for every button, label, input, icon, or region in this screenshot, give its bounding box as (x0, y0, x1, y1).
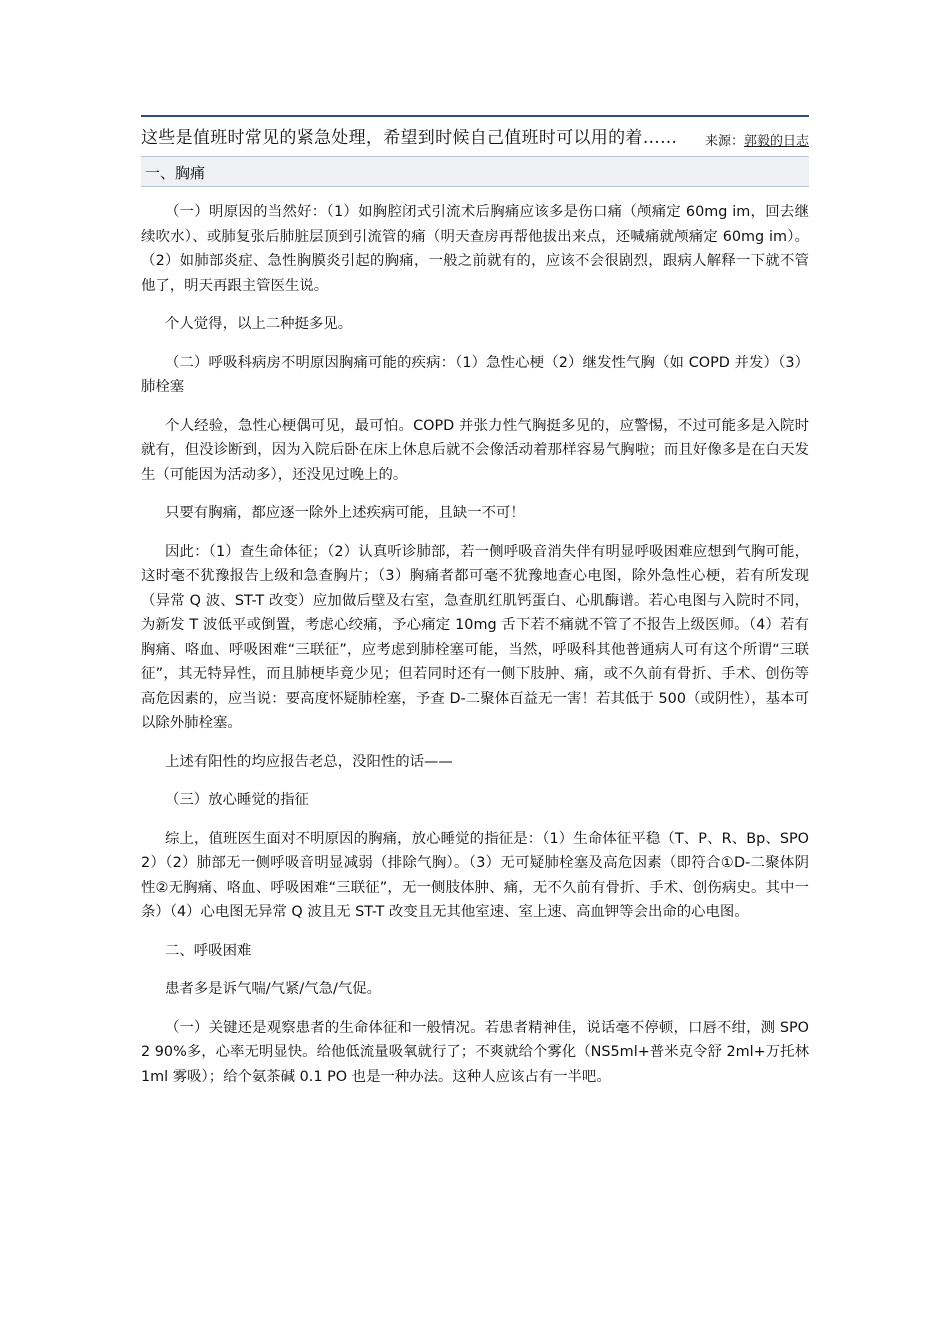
paragraph: （一）关键还是观察患者的生命体征和一般情况。若患者精神佳，说话毫不停顿，口唇不绀，测 SPO2 90%多，心率无明显快。给他低流量吸氧就行了；不爽就给个雾化（NS5ml+普米克令舒 2ml+万托林 1ml 雾吸）；给个氨茶碱 0.1 PO 也是一种办法。这种人应该占有一半吧。 (141, 1019, 809, 1085)
paragraph: 综上，值班医生面对不明原因的胸痛，放心睡觉的指征是：（1）生命体征平稳（T、P、R、Bp、SPO2）（2）肺部无一侧呼吸音明显减弱（排除气胸）。（3）无可疑肺栓塞及高危因素（即符合①D-二聚体阴性②无胸痛、咯血、呼吸困难“三联征”，无一侧肢体肿、痛，无不久前有骨折、手术、创伤病史。其中一条）（4）心电图无异常 Q 波且无 ST-T 改变且无其他室速、室上速、高血钾等会出命的心电图。 (141, 830, 809, 920)
article-intro: 这些是值班时常见的紧急处理，希望到时候自己值班时可以用的着…… (141, 128, 678, 148)
paragraph: （三）放心睡觉的指征 (165, 792, 309, 808)
source-link[interactable]: 郭毅的日志 (743, 134, 809, 149)
paragraph: （一）明原因的当然好：（1）如胸腔闭式引流术后胸痛应该多是伤口痛（颅痛定 60mg im，回去继续吹水）、或肺复张后肺脏层顶到引流管的痛（明天查房再帮他拔出来点，还喊痛就颅痛定 60mg im）。（2）如肺部炎症、急性胸膜炎引起的胸痛，一般之前就有的，应该不会很剧烈，跟病人解释一下就不管他了，明天再跟主管医生说。 (141, 204, 809, 294)
paragraph: 个人觉得，以上二种挺多见。 (165, 316, 353, 332)
source-label: 来源： (704, 134, 744, 149)
article-body (141, 200, 809, 1103)
section-title: 一、胸痛 (145, 164, 206, 182)
paragraph: （二）呼吸科病房不明原因胸痛可能的疾病：（1）急性心梗（2）继发性气胸（如 COPD 并发）（3）肺栓塞 (141, 354, 809, 395)
paragraph: 上述有阳性的均应报告老总，没阳性的话—— (165, 753, 453, 770)
section-heading-bar (141, 156, 809, 187)
paragraph: 只要有胸痛，都应逐一除外上述疾病可能，且缺一不可！ (165, 505, 525, 521)
paragraph: 患者多是诉气喘/气紧/气急/气促。 (165, 981, 382, 997)
subsection-heading: 二、呼吸困难 (165, 942, 252, 959)
paragraph: 因此：（1）查生命体征；（2）认真听诊肺部，若一侧呼吸音消失伴有明显呼吸困难应想到气胸可能，这时毫不犹豫报告上级和急查胸片；（3）胸痛者都可毫不犹豫地查心电图，除外急性心梗，若有所发现（异常 Q 波、ST-T 改变）应加做后壁及右室，急查肌红肌钙蛋白、心肌酶谱。若心电图与入院时不同，为新发 T 波低平或倒置，考虑心绞痛，予心痛定 10mg 舌下若不痛就不管了不报告上级医师。（4）若有胸痛、咯血、呼吸困难“三联征”，应考虑到肺栓塞可能，当然，呼吸科其他普通病人可有这个所谓“三联征”，其无特异性，而且肺梗毕竟少见；但若同时还有一侧下肢肿、痛，或不久前有骨折、手术、创伤等高危因素的，应当说：要高度怀疑肺栓塞，予查 D-二聚体百益无一害！若其低于 500（或阴性），基本可以除外肺栓塞。 (141, 543, 809, 731)
article-header (141, 123, 809, 153)
top-divider (141, 115, 809, 117)
source-info (705, 130, 809, 149)
paragraph: 个人经验，急性心梗偶可见，最可怕。COPD 并张力性气胸挺多见的，应警惕，不过可能多是入院时就有，但没诊断到，因为入院后卧在床上休息后就不会像活动着那样容易气胸啦；而且好像多是在白天发生（可能因为活动多），还没见过晚上的。 (141, 417, 809, 483)
